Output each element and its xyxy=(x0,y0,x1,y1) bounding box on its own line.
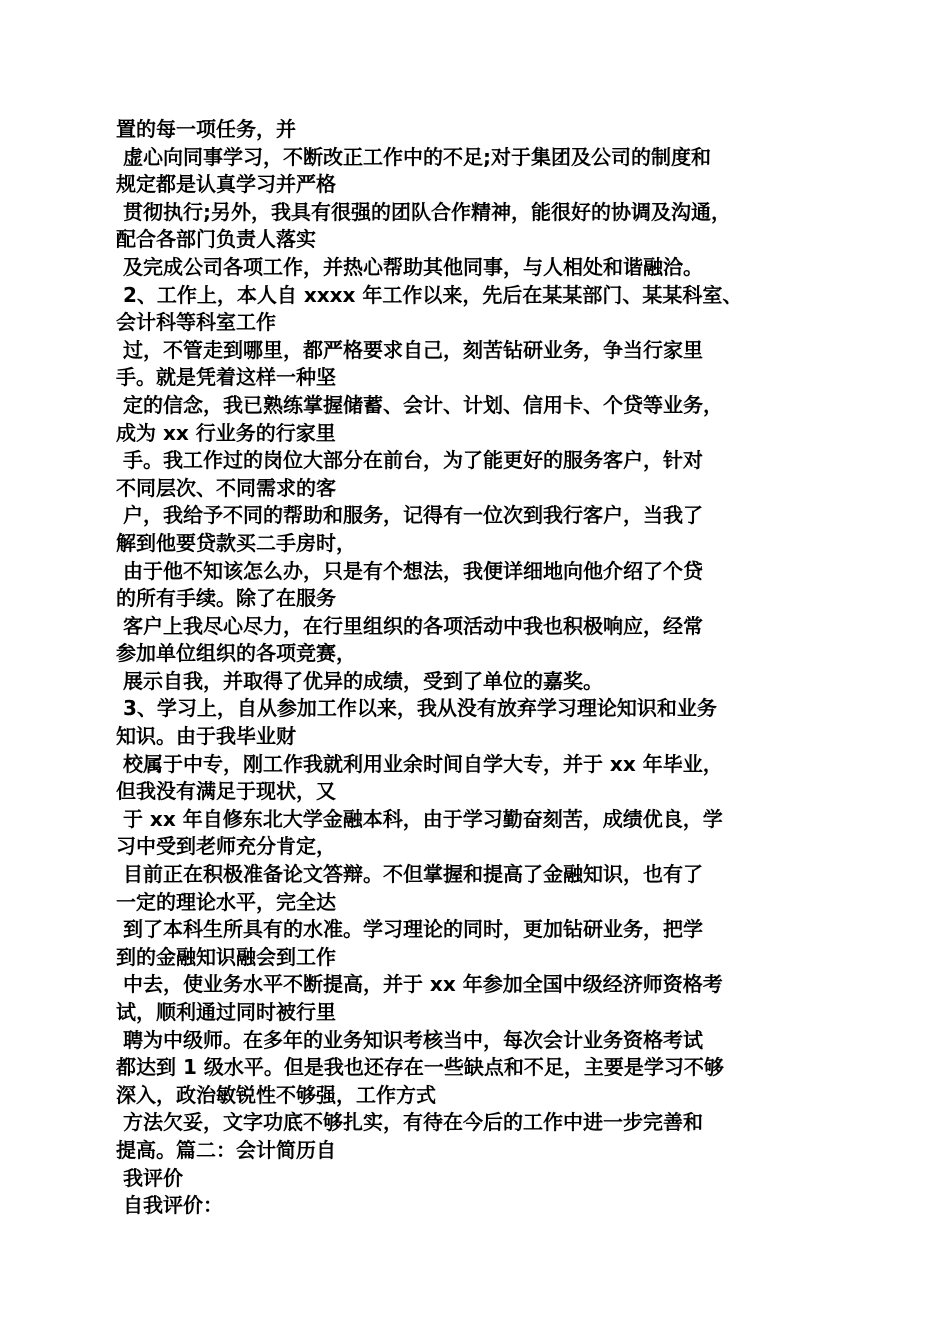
text-line: 规定都是认真学习并严格 xyxy=(116,172,336,197)
text-line: 展示自我，并取得了优异的成绩，受到了单位的嘉奖。 xyxy=(116,668,603,693)
text-line: 聘为中级师。在多年的业务知识考核当中，每次会计业务资格考试 xyxy=(116,1027,703,1052)
text-line: 客户上我尽心尽力，在行里组织的各项活动中我也积极响应，经常 xyxy=(116,613,703,638)
text-line: 中去，使业务水平不断提高，并于 xx 年参加全国中级经济师资格考 xyxy=(116,972,723,997)
text-line: 到的金融知识融会到工作 xyxy=(116,944,336,969)
text-line: 我评价 xyxy=(116,1165,183,1190)
text-line: 的所有手续。除了在服务 xyxy=(116,586,336,611)
text-line: 自我评价： xyxy=(116,1193,223,1218)
text-line: 虚心向同事学习，不断改正工作中的不足;对于集团及公司的制度和 xyxy=(116,144,711,169)
text-line: 手。就是凭着这样一种坚 xyxy=(116,365,336,390)
text-line: 2、工作上，本人自 xxxx 年工作以来，先后在某某部门、某某科室、 xyxy=(116,282,743,307)
document-body xyxy=(116,116,836,1220)
text-line: 定的信念，我已熟练掌握储蓄、会计、计划、信用卡、个贷等业务， xyxy=(116,392,723,417)
text-line: 方法欠妥，文字功底不够扎实，有待在今后的工作中进一步完善和 xyxy=(116,1110,703,1135)
text-line: 过，不管走到哪里，都严格要求自己，刻苦钻研业务，争当行家里 xyxy=(116,337,703,362)
text-line: 目前正在积极准备论文答辩。不但掌握和提高了金融知识，也有了 xyxy=(116,862,703,887)
text-line: 知识。由于我毕业财 xyxy=(116,724,296,749)
text-line: 校属于中专，刚工作我就利用业余时间自学大专，并于 xx 年毕业， xyxy=(116,751,723,776)
text-line: 于 xx 年自修东北大学金融本科，由于学习勤奋刻苦，成绩优良，学 xyxy=(116,806,723,831)
text-line: 由于他不知该怎么办，只是有个想法，我便详细地向他介绍了个贷 xyxy=(116,558,703,583)
text-line: 手。我工作过的岗位大部分在前台，为了能更好的服务客户，针对 xyxy=(116,448,703,473)
text-line: 习中受到老师充分肯定， xyxy=(116,834,336,859)
text-line: 解到他要贷款买二手房时， xyxy=(116,530,356,555)
text-line: 及完成公司各项工作，并热心帮助其他同事，与人相处和谐融洽。 xyxy=(116,254,703,279)
text-line: 户，我给予不同的帮助和服务，记得有一位次到我行客户，当我了 xyxy=(116,503,703,528)
text-line: 配合各部门负责人落实 xyxy=(116,227,316,252)
text-line: 贯彻执行;另外，我具有很强的团队合作精神，能很好的协调及沟通， xyxy=(116,199,731,224)
text-line: 参加单位组织的各项竞赛， xyxy=(116,641,356,666)
text-line: 置的每一项任务，并 xyxy=(116,117,296,141)
text-line: 深入，政治敏锐性不够强，工作方式 xyxy=(116,1082,436,1107)
text-line: 不同层次、不同需求的客 xyxy=(116,475,336,500)
text-line: 3、学习上，自从参加工作以来，我从没有放弃学习理论知识和业务 xyxy=(116,696,717,721)
text-line: 成为 xx 行业务的行家里 xyxy=(116,420,336,445)
text-line: 会计科等科室工作 xyxy=(116,310,276,335)
text-line: 到了本科生所具有的水准。学习理论的同时，更加钻研业务，把学 xyxy=(116,917,703,942)
text-line: 都达到 1 级水平。但是我也还存在一些缺点和不足，主要是学习不够 xyxy=(116,1055,724,1080)
text-line: 一定的理论水平，完全达 xyxy=(116,889,336,914)
text-line: 但我没有满足于现状，又 xyxy=(116,779,336,804)
text-line: 提高。篇二：会计简历自 xyxy=(116,1137,336,1162)
text-line: 试，顺利通过同时被行里 xyxy=(116,1000,336,1024)
